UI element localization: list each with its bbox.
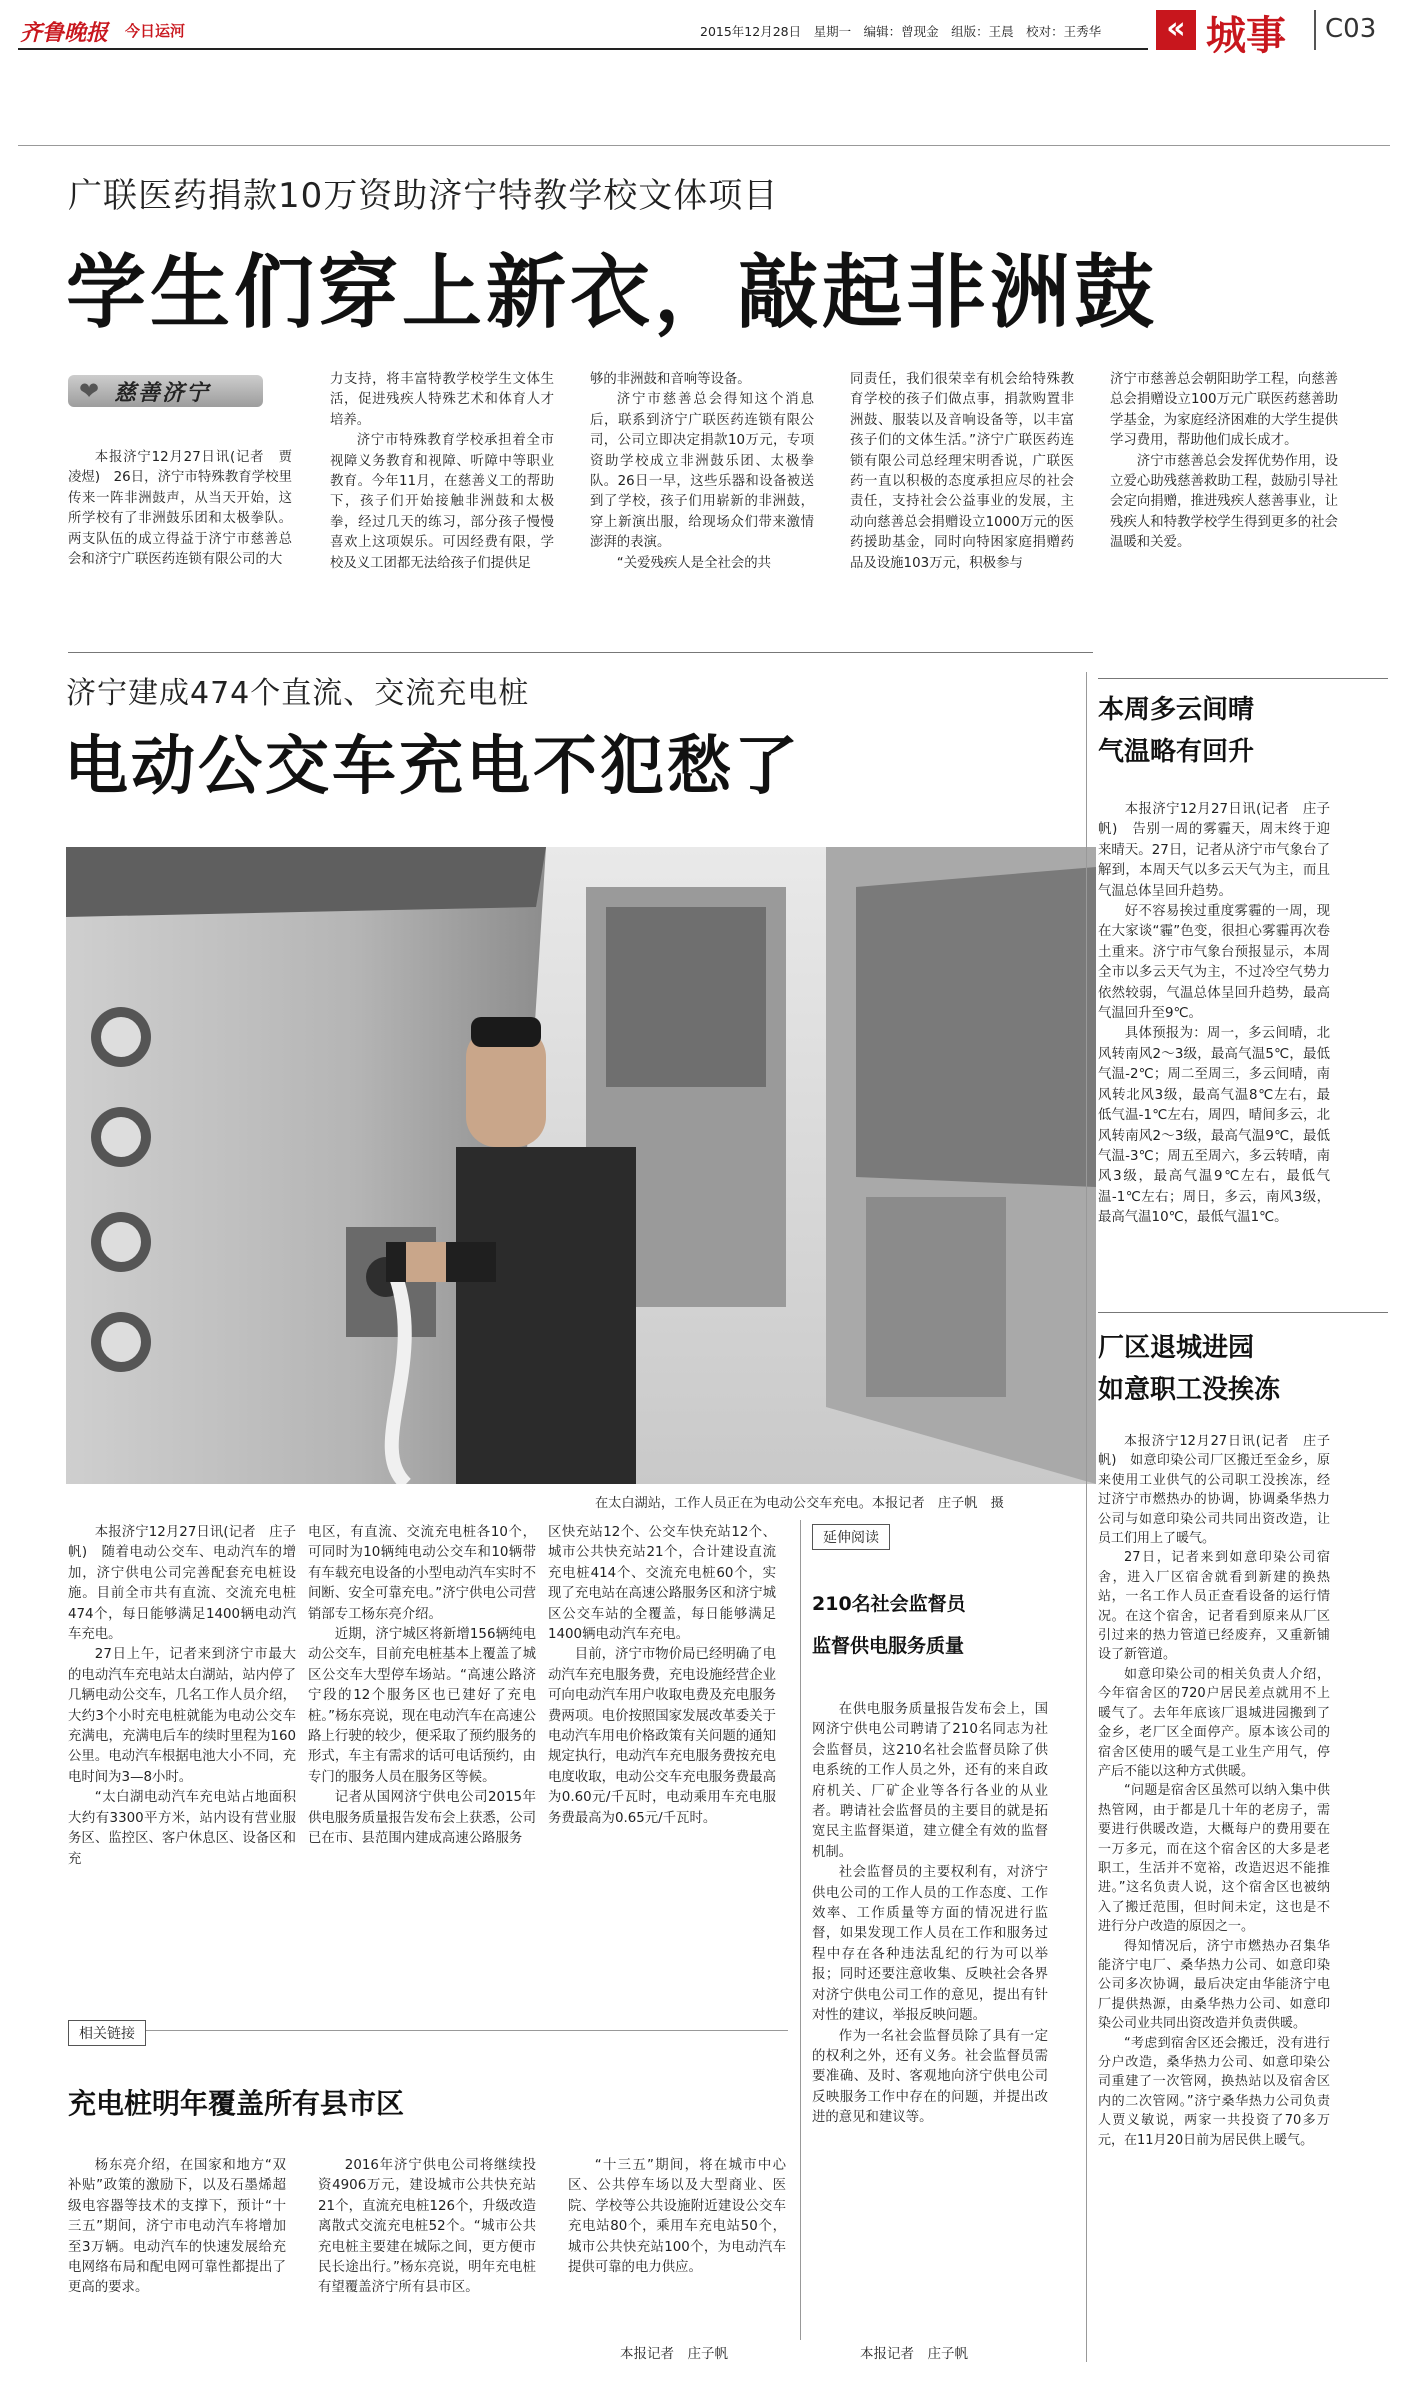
extended-title-2: 监督供电服务质量	[812, 1635, 965, 1657]
weather-title-1: 本周多云间晴	[1098, 695, 1255, 725]
photo-caption: 在太白湖站，工作人员正在为电动公交车充电。本报记者 庄子帆 摄	[595, 1496, 1004, 1511]
related-col1: 杨东亮介绍，在国家和地方“双补贴”政策的激励下，以及石墨烯超级电容器等技术的支撑下，预计“十三五”期间，济宁市电动汽车将增加至3万辆。电动汽车的快速发展给充电网络布局和配电网可靠性都提出了更高的要求。	[68, 2158, 286, 2296]
article2-col3: 区快充站12个、公交车快充站12个、城市公共快充站21个，合计建设直流充电桩414个、交流充电桩60个，实现了充电站在高速公路服务区和济宁城区公交车站的全覆盖，每日能够满足1400辆电动汽车充电。 目前，济宁市物价局已经明确了电动汽车充电服务费，充电设施经营企业可向电动汽车用户收取电费及充电服务费两项。电价按照国家发展改革委关于电动汽车用电价格政策有关问题的通知规定执行，电动汽车充电服务费按充电电度收取，电动公交车充电服务费最高为0.60元/千瓦时，电动乘用车充电服务费最高为0.65元/千瓦时。	[548, 1525, 776, 1826]
heart-icon: ❤	[78, 377, 100, 405]
factory-body: 本报济宁12月27日讯(记者 庄子帆) 如意印染公司厂区搬迁至金乡，原来使用工业供气的公司职工没挨冻，经过济宁市燃热办的协调，协调桑华热力公司与如意印染公司共同出资改造，让员工们用上了暖气。 27日，记者来到如意印染公司宿舍，进入厂区宿舍就看到新建的换热站，一名工作人员正查看设备的运行情况。在这个宿舍，记者看到原来从厂区引过来的热力管道已经废弃，又重新铺设了新管道。 如意印染公司的相关负责人介绍，今年宿舍区的720户居民差点就用不上暖气了。去年年底该厂退城进园搬到了金乡，老厂区全面停产。原本该公司的宿舍区使用的暖气是工业生产用气，停产后不能以这种方式供暖。 “问题是宿舍区虽然可以纳入集中供热管网，由于都是几十年的老房子，需要进行供暖改造，大概每户的费用要在一万多元，而在这个宿舍区的大多是老职工，生活并不宽裕，改造迟迟不能推进。”这名负责人说，这个宿舍区也被纳入了搬迁范围，但时间未定，这也是不进行分户改造的原因之一。 得知情况后，济宁市燃热办召集华能济宁电厂、桑华热力公司、如意印染公司多次协调，最后决定由华能济宁电厂提供热源，由桑华热力公司、如意印染公司业共同出资改造并负责供暖。 “考虑到宿舍区还会搬迁，没有进行分户改造，桑华热力公司、如意印染公司重建了一次管网，换热站以及宿舍区内的二次管网。”济宁桑华热力公司负责人贾义敏说，两家一共投资了70多万元，在11月20日前为居民供上暖气。	[1098, 1434, 1330, 2148]
article1-col5: 济宁市慈善总会朝阳助学工程，向慈善总会捐赠设立100万元广联医药慈善助学基金，为家庭经济困难的大学生提供学习费用，帮助他们成长成才。 济宁市慈善总会发挥优势作用，设立爱心助残慈善救助工程，鼓励引导社会定向捐赠，推进残疾人慈善事业，让残疾人和特教学校学生得到更多的社会温暖和关爱。	[1110, 372, 1338, 551]
article1-kicker: 广联医药捐款10万资助济宁特教学校文体项目	[68, 176, 779, 216]
extended-divider	[800, 1520, 801, 2340]
article1-col3: 够的非洲鼓和音响等设备。 济宁市慈善总会得知这个消息后，联系到济宁广联医药连锁有限公司，公司立即决定捐款10万元，专项资助学校成立非洲鼓乐团、太极拳队。26日一早，这些乐器和设备被送到了学校，孩子们用崭新的非洲鼓，穿上新演出服，给现场众们带来激情澎湃的表演。 “关爱残疾人是全社会的共	[590, 372, 814, 571]
article1-bottom-rule	[68, 652, 1093, 653]
related-tag: 相关链接	[68, 2020, 146, 2046]
column-logo	[68, 375, 263, 407]
masthead-bottom-rule	[18, 145, 1390, 146]
column-logo-text: 慈善济宁	[114, 379, 211, 406]
related-headline: 充电桩明年覆盖所有县市区	[68, 2087, 405, 2120]
section-badge-arrow-icon: «	[1156, 10, 1196, 50]
related-col2: 2016年济宁供电公司将继续投资4906万元，建设城市公共快充站21个，直流充电桩126个，升级改造离散式交流充电桩52个。“城市公共充电桩主要建在城际之间，更方便市民长途出行。”杨东亮说，明年充电桩有望覆盖济宁所有县市区。	[318, 2158, 536, 2296]
weather-body: 本报济宁12月27日讯(记者 庄子帆) 告别一周的雾霾天，周末终于迎来晴天。27日，记者从济宁市气象台了解到，本周天气以多云天气为主，而且气温总体呈回升趋势。 好不容易挨过重度雾霾的一周，现在大家谈“霾”色变，很担心雾霾再次卷土重来。济宁市气象台预报显示，本周全市以多云天气为主，不过冷空气势力依然较弱，气温总体呈回升趋势，最高气温回升至9℃。 具体预报为：周一，多云间晴，北风转南风2～3级，最高气温5℃，最低气温-2℃；周二至周三，多云间晴，南风转北风3级，最高气温8℃左右，最低气温-1℃左右，周四，晴间多云，北风转南风2～3级，最高气温9℃，最低气温-3℃；周五至周六，多云转晴，南风3级，最高气温9℃左右，最低气温-1℃左右；周日，多云，南风3级，最高气温10℃，最低气温1℃。	[1098, 802, 1330, 1226]
weather-title-2: 气温略有回升	[1098, 737, 1255, 767]
article1-col4: 同责任，我们很荣幸有机会给特殊教育学校的孩子们做点事，捐款购置非洲鼓、服装以及音响设备等，以丰富孩子们的文体生活。”济宁广联医药连锁有限公司总经理宋明香说，广联医药一直以积极的态度承担应尽的社会责任，支持社会公益事业的发展，主动向慈善总会捐赠设立1000万元的医药援助基金，同时向特困家庭捐赠药品及设施103万元，积极参与	[850, 372, 1074, 571]
related-top-rule	[68, 2030, 788, 2031]
related-byline: 本报记者 庄子帆	[620, 2346, 728, 2362]
weather-top-rule	[1098, 678, 1388, 679]
bus-charging-photo	[66, 847, 1096, 1484]
extended-tag: 延伸阅读	[812, 1524, 890, 1550]
article2-col1: 本报济宁12月27日讯(记者 庄子帆) 随着电动公交车、电动汽车的增加，济宁供电公司完善配套充电桩设施。目前全市共有直流、交流充电桩474个，每日能够满足1400辆电动汽车充电。 27日上午，记者来到济宁市最大的电动汽车充电站太白湖站，站内停了几辆电动公交车，几名工作人员介绍，大约3个小时充电桩就能为电动公交车充满电，充满电后车的续时里程为160公里。电动汽车根据电池大小不同，充电时间为3—8小时。 “太白湖电动汽车充电站占地面积大约有3300平方米，站内设有营业服务区、监控区、客户休息区、设备区和充	[68, 1525, 296, 1867]
issue-info: 2015年12月28日 星期一 编辑：曾现金 组版：王晨 校对：王秀华	[700, 24, 1102, 39]
extended-title-1: 210名社会监督员	[812, 1593, 966, 1615]
right-column-divider	[1086, 672, 1087, 2362]
article1-col1: 本报济宁12月27日讯(记者 贾凌煜) 26日，济宁市特殊教育学校里传来一阵非洲鼓声，从当天开始，这所学校有了非洲鼓乐团和太极拳队。两支队伍的成立得益于济宁市慈善总会和济宁广联医药连锁有限公司的大	[68, 450, 292, 568]
extended-byline: 本报记者 庄子帆	[860, 2346, 968, 2362]
article2-col2: 电区，有直流、交流充电桩各10个，可同时为10辆纯电动公交车和10辆带有车载充电设备的小型电动汽车实时不间断、安全可靠充电。”济宁供电公司营销部专工杨东亮介绍。 近期，济宁城区将新增156辆纯电动公交车，目前充电桩基本上覆盖了城区公交车大型停车场站。“高速公路济宁段的12个服务区也已建好了充电桩。”杨东亮说，现在电动汽车在高速公路上行驶的较少，便采取了预约服务的形式，车主有需求的话可电话预约，由专门的服务人员在服务区等候。 记者从国网济宁供电公司2015年供电服务质量报告发布会上获悉，公司已在市、县范围内建成高速公路服务	[308, 1525, 536, 1847]
factory-title-2: 如意职工没挨冻	[1098, 1375, 1281, 1405]
factory-top-rule	[1098, 1312, 1388, 1313]
extended-body: 在供电服务质量报告发布会上，国网济宁供电公司聘请了210名同志为社会监督员，这210名社会监督员除了供电系统的工作人员之外，还有的来自政府机关、厂矿企业等各行各业的从业者。聘请社会监督员的主要目的就是拓宽民主监督渠道，建立健全有效的监督机制。 社会监督员的主要权利有，对济宁供电公司的工作人员的工作态度、工作效率、工作质量等方面的情况进行监督，如果发现工作人员在工作和服务过程中存在各种违法乱纪的行为可以举报；同时还要注意收集、反映社会各界对济宁供电公司工作的意见，提出有针对性的建议，举报反映问题。 作为一名社会监督员除了具有一定的权利之外，还有义务。社会监督员需要准确、及时、客观地向济宁供电公司反映服务工作中存在的问题，并提出改进的意见和建议等。	[812, 1702, 1048, 2126]
masthead-rule	[18, 48, 1148, 50]
page-number: C03	[1325, 14, 1377, 44]
badge-divider	[1314, 10, 1316, 50]
newspaper-logo: 齐鲁晚报	[20, 20, 109, 46]
article1-col2: 力支持，将丰富特教学校学生文体生活，促进残疾人特殊艺术和体育人才培养。 济宁市特殊教育学校承担着全市视障义务教育和视障、听障中等职业教育。今年11月，在慈善义工的帮助下，孩子们开始接触非洲鼓和太极拳，经过几天的练习，部分孩子慢慢喜欢上这项娱乐。可因经费有限，学校及义工团都无法给孩子们提供足	[330, 372, 554, 571]
section-label: 今日运河	[125, 22, 186, 40]
article1-headline: 学生们穿上新衣，敲起非洲鼓	[66, 246, 1158, 339]
article2-headline: 电动公交车充电不犯愁了	[64, 730, 801, 804]
article2-kicker: 济宁建成474个直流、交流充电桩	[66, 676, 530, 711]
related-col3: “十三五”期间，将在城市中心区、公共停车场以及大型商业、医院、学校等公共设施附近建设公交车充电站80个，乘用车充电站50个，城市公共快充站100个，为电动汽车提供可靠的电力供应。	[568, 2158, 786, 2276]
section-badge: 城事	[1206, 13, 1286, 59]
factory-title-1: 厂区退城进园	[1098, 1333, 1255, 1363]
